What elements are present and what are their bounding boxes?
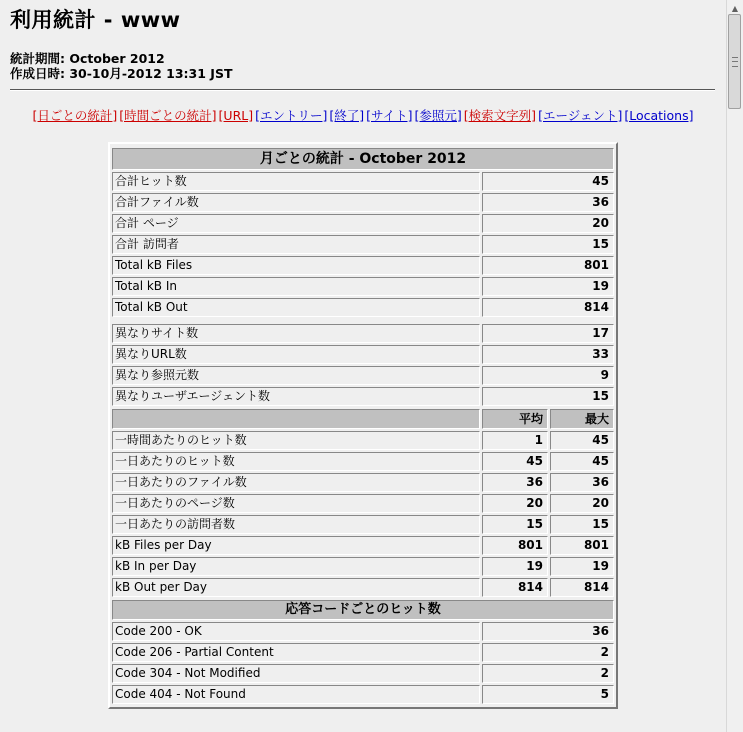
scroll-up-arrow-icon[interactable]: ▲: [727, 0, 743, 17]
vertical-scrollbar[interactable]: [726, 0, 743, 732]
stat-label: Code 304 - Not Modified: [112, 664, 480, 683]
nav-link[interactable]: [URL]: [218, 108, 254, 123]
stat-value: 33: [482, 345, 614, 364]
stat-value: 17: [482, 324, 614, 343]
stat-value: 20: [482, 214, 614, 233]
stat-label: Total kB Out: [112, 298, 480, 317]
uniques-row: [112, 366, 614, 385]
stat-avg: 1: [482, 431, 548, 450]
scroll-thumb[interactable]: [728, 14, 741, 109]
stat-value: 36: [482, 622, 614, 641]
nav-link[interactable]: [検索文字列]: [463, 108, 537, 123]
stat-label: 合計 ページ: [112, 214, 480, 233]
nav-link[interactable]: [参照元]: [414, 108, 462, 123]
stat-label: kB In per Day: [112, 557, 480, 576]
nav-link[interactable]: [日ごとの統計]: [32, 108, 118, 123]
response-codes-header: 応答コードごとのヒット数: [112, 600, 614, 620]
stat-label: 一時間あたりのヒット数: [112, 431, 480, 450]
response-code-row: [112, 643, 614, 662]
stat-max: 814: [550, 578, 614, 597]
nav-link[interactable]: [終了]: [329, 108, 365, 123]
response-code-row: [112, 622, 614, 641]
stat-label: 一日あたりのページ数: [112, 494, 480, 513]
stat-value: 15: [482, 387, 614, 406]
stat-label: Code 404 - Not Found: [112, 685, 480, 704]
stat-value: 2: [482, 664, 614, 683]
stat-label: 一日あたりのヒット数: [112, 452, 480, 471]
nav-link[interactable]: [エージェント]: [538, 108, 623, 123]
stat-value: 36: [482, 193, 614, 212]
col-max-header: 最大: [550, 409, 614, 429]
stat-avg: 15: [482, 515, 548, 534]
averages-row: [112, 452, 614, 471]
stat-value: 814: [482, 298, 614, 317]
nav-link[interactable]: [時間ごとの統計]: [119, 108, 217, 123]
totals-row: [112, 193, 614, 212]
stat-value: 45: [482, 172, 614, 191]
averages-row: [112, 578, 614, 597]
stat-avg: 20: [482, 494, 548, 513]
stat-label: 合計 訪問者: [112, 235, 480, 254]
stat-max: 45: [550, 431, 614, 450]
stat-label: Total kB Files: [112, 256, 480, 275]
header-divider: [10, 89, 715, 91]
stat-label: Code 206 - Partial Content: [112, 643, 480, 662]
stat-max: 19: [550, 557, 614, 576]
stat-max: 20: [550, 494, 614, 513]
stat-label: kB Out per Day: [112, 578, 480, 597]
stat-label: kB Files per Day: [112, 536, 480, 555]
totals-row: [112, 298, 614, 317]
grip-lines-icon: [732, 57, 738, 67]
stat-label: 合計ヒット数: [112, 172, 480, 191]
stat-value: 15: [482, 235, 614, 254]
stat-label: 異なりURL数: [112, 345, 480, 364]
nav-link[interactable]: [エントリー]: [255, 108, 328, 123]
averages-column-header: [112, 409, 614, 429]
stat-label: 合計ファイル数: [112, 193, 480, 212]
stat-label: Total kB In: [112, 277, 480, 296]
stat-avg: 801: [482, 536, 548, 555]
stat-value: 9: [482, 366, 614, 385]
report-nav: [0, 106, 726, 124]
report-generated: 作成日時: 30-10月-2012 13:31 JST: [10, 66, 233, 81]
stat-avg: 45: [482, 452, 548, 471]
uniques-row: [112, 324, 614, 343]
monthly-stats-header: 月ごとの統計 - October 2012: [112, 148, 614, 170]
uniques-row: [112, 387, 614, 406]
averages-row: [112, 431, 614, 450]
totals-row: [112, 256, 614, 275]
stat-max: 801: [550, 536, 614, 555]
stat-max: 45: [550, 452, 614, 471]
stat-label: 一日あたりのファイル数: [112, 473, 480, 492]
averages-row: [112, 557, 614, 576]
nav-link[interactable]: [Locations]: [624, 108, 694, 123]
totals-row: [112, 214, 614, 233]
stat-value: 801: [482, 256, 614, 275]
stat-max: 15: [550, 515, 614, 534]
stat-value: 19: [482, 277, 614, 296]
monthly-stats-table: [108, 142, 618, 709]
report-period: 統計期間: October 2012: [10, 51, 165, 66]
stat-label: 異なり参照元数: [112, 366, 480, 385]
totals-row: [112, 235, 614, 254]
averages-row: [112, 494, 614, 513]
averages-row: [112, 515, 614, 534]
nav-link[interactable]: [サイト]: [366, 108, 413, 123]
page-title: 利用統計 - www: [10, 8, 181, 32]
stat-label: 異なりユーザエージェント数: [112, 387, 480, 406]
averages-row: [112, 536, 614, 555]
stat-avg: 36: [482, 473, 548, 492]
response-code-row: [112, 664, 614, 683]
totals-row: [112, 172, 614, 191]
stat-max: 36: [550, 473, 614, 492]
uniques-row: [112, 345, 614, 364]
stat-avg: 814: [482, 578, 548, 597]
stat-label: 一日あたりの訪問者数: [112, 515, 480, 534]
stat-label: 異なりサイト数: [112, 324, 480, 343]
response-code-row: [112, 685, 614, 704]
averages-row: [112, 473, 614, 492]
col-avg-header: 平均: [482, 409, 548, 429]
report-meta: [10, 51, 232, 81]
totals-row: [112, 277, 614, 296]
stat-value: 5: [482, 685, 614, 704]
stat-value: 2: [482, 643, 614, 662]
stat-avg: 19: [482, 557, 548, 576]
stat-label: Code 200 - OK: [112, 622, 480, 641]
